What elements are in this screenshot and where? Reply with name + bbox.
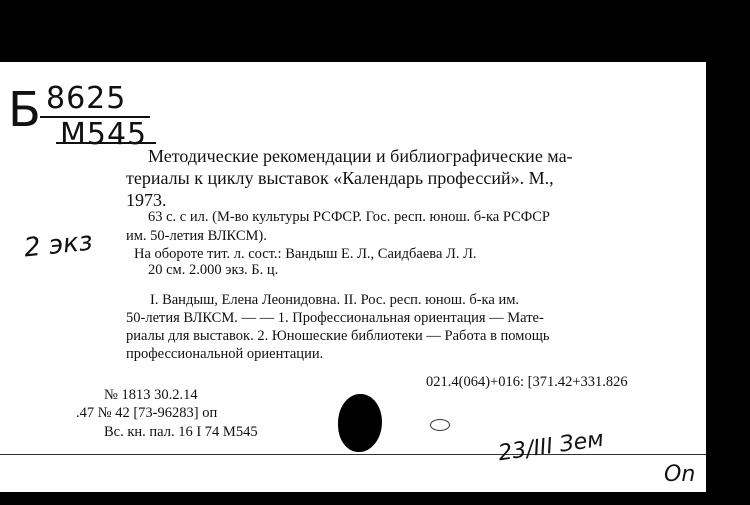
notes-line: профессиональной ориентации. <box>126 346 324 362</box>
catalog-number: 8625 <box>46 81 127 116</box>
catalog-underline <box>56 142 156 144</box>
notes-line: 50-летия ВЛКСМ. — — 1. Профессиональная ориентация — Мате- <box>126 310 544 326</box>
accession-line: № 1813 30.2.14 <box>104 387 198 403</box>
description-line: На обороте тит. л. сост.: Вандыш Е. Л., Саидбаева Л. Л. <box>134 246 477 262</box>
description-line: им. 50-летия ВЛКСМ). <box>126 228 267 244</box>
signature-note: 23/III Зем <box>496 426 606 467</box>
udc-classification: 021.4(064)+016: [371.42+331.826 <box>426 374 628 390</box>
notes-line: I. Вандыш, Елена Леонидовна. II. Рос. респ. юнош. б-ка им. <box>150 292 519 308</box>
description-line: 20 см. 2.000 экз. Б. ц. <box>148 262 279 278</box>
divider-line <box>0 454 706 455</box>
shelf-note: 2 экз <box>22 226 94 264</box>
catalog-letter: Б <box>8 82 42 138</box>
ink-blot <box>338 394 382 452</box>
title-line: териалы к циклу выставок «Календарь профессий». М., <box>126 168 554 188</box>
catalog-code: M545 <box>60 117 148 152</box>
corner-note: On <box>664 462 696 487</box>
stamp-mark <box>430 419 450 431</box>
description-line: 63 с. с ил. (М-во культуры РСФСР. Гос. респ. юнош. б-ка РСФСР <box>148 209 550 225</box>
title-line: Методические рекомендации и библиографические ма- <box>148 146 573 166</box>
notes-line: риалы для выставок. 2. Юношеские библиотеки — Работа в помощь <box>126 328 550 344</box>
accession-line: Вс. кн. пал. 16 I 74 M545 <box>104 424 258 440</box>
catalog-underline <box>40 116 150 118</box>
accession-line: .47 № 42 [73-96283] оп <box>76 405 218 421</box>
title-line: 1973. <box>126 190 167 210</box>
catalog-card <box>0 62 706 492</box>
